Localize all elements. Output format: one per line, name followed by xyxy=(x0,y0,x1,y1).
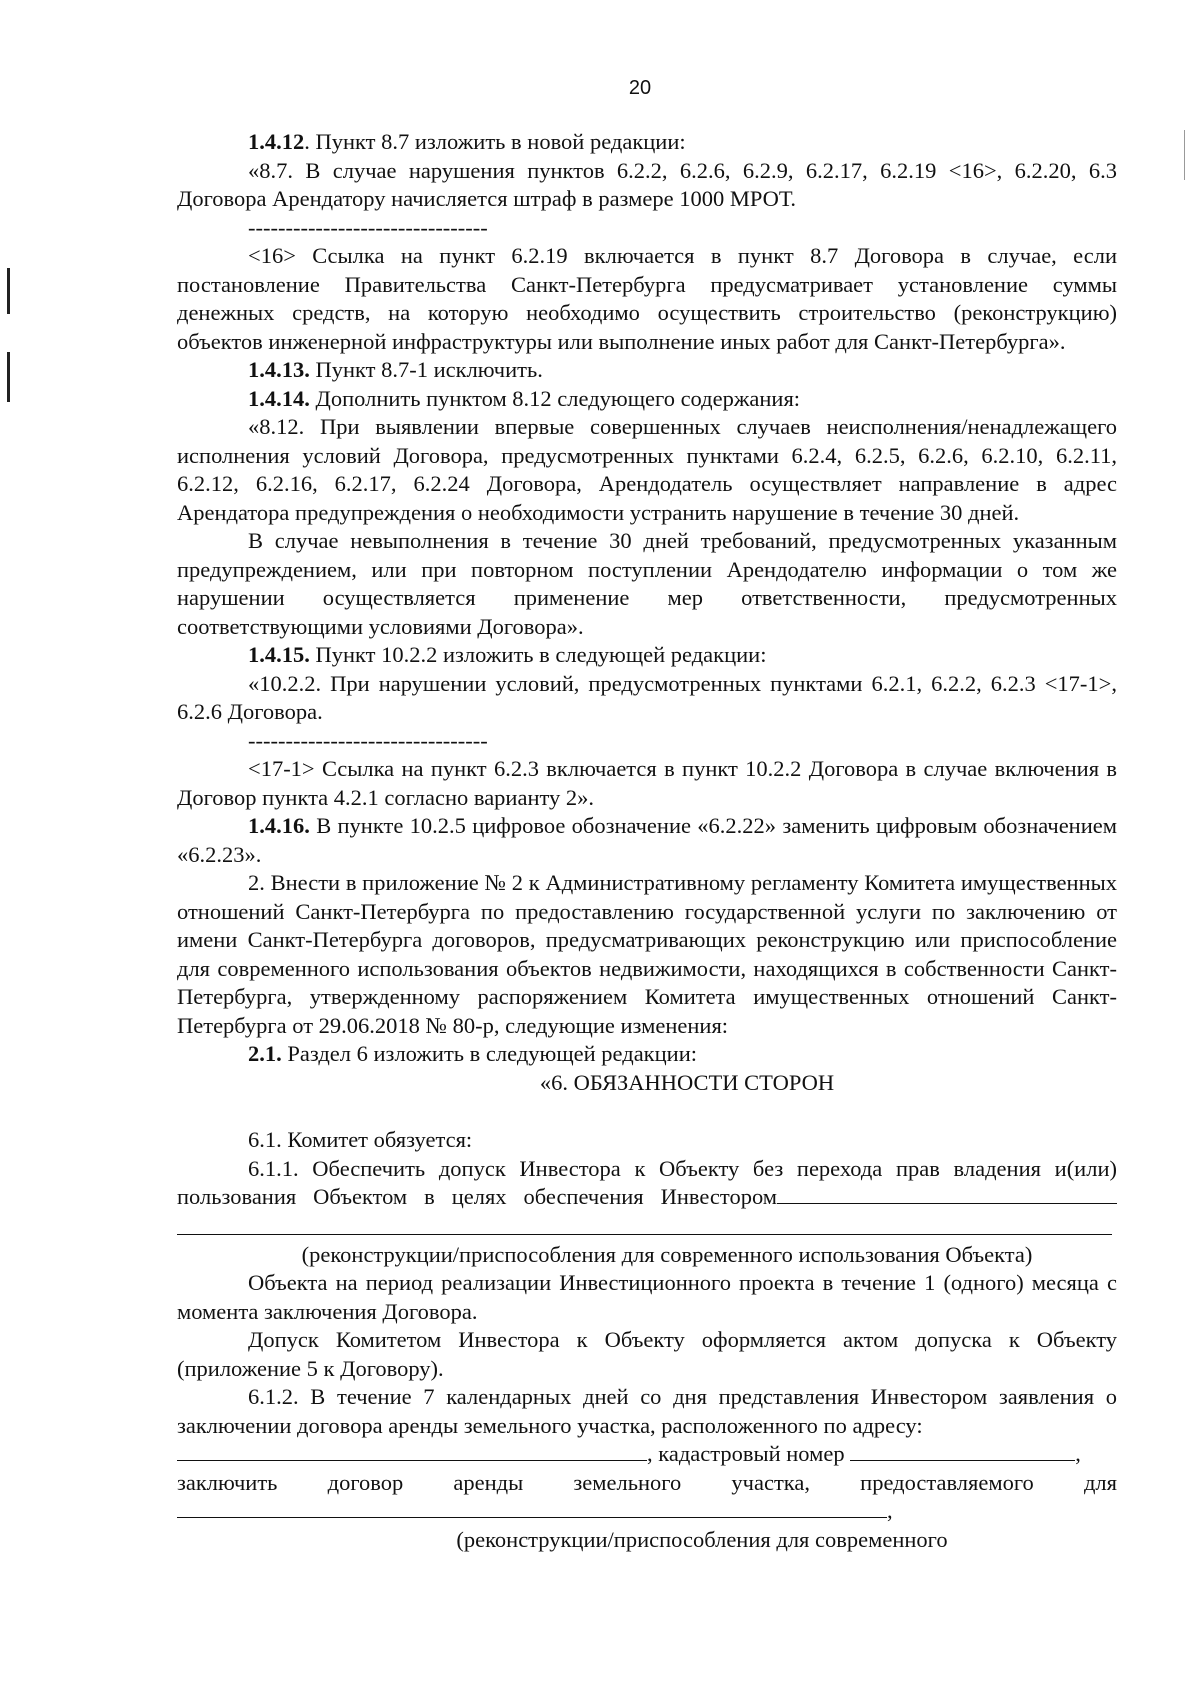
footnote-separator: -------------------------------- xyxy=(248,727,488,753)
paragraph: 2.1. Раздел 6 изложить в следующей редакции: xyxy=(248,1041,697,1066)
scan-margin-mark xyxy=(1184,130,1185,180)
section-heading: «6. ОБЯЗАННОСТИ СТОРОН xyxy=(539,1069,835,1095)
fill-in-blank[interactable] xyxy=(177,1440,647,1461)
paragraph: , xyxy=(177,1497,1117,1526)
paragraph: 6.1.2. В течение 7 календарных дней со дня представления Инвестором заявления о заключении договора аренды земельного участка, расположенного по адресу: xyxy=(177,1384,1117,1438)
paragraph: В случае невыполнения в течение 30 дней требований, предусмотренных указанным предупреждением, или при повторном поступлении Арендодателю информации о том же нарушении осуществляется применение мер ответственности, предусмотренных соответствующими условиями Договора». xyxy=(177,528,1117,639)
footnote-separator: -------------------------------- xyxy=(248,214,488,240)
footnote: <17-1> Ссылка на пункт 6.2.3 включается в пункт 10.2.2 Договора в случае включения в Договор пункта 4.2.1 согласно варианту 2». xyxy=(177,756,1117,810)
spacer xyxy=(177,1097,1117,1126)
paragraph: заключить договор аренды земельного участка, предоставляемого для xyxy=(177,1469,1117,1495)
blank-caption: (реконструкции/приспособления для современного xyxy=(456,1526,948,1552)
paragraph: 1.4.15. Пункт 10.2.2 изложить в следующей редакции: xyxy=(248,642,767,667)
paragraph: Объекта на период реализации Инвестиционного проекта в течение 1 (одного) месяца с момента заключения Договора. xyxy=(177,1270,1117,1324)
blank-caption: (реконструкции/приспособления для современного использования Объекта) xyxy=(301,1241,1033,1267)
clause-number: 1.4.12 xyxy=(248,129,305,154)
clause-number: 1.4.14. xyxy=(248,385,310,411)
fill-in-blank[interactable] xyxy=(850,1440,1075,1461)
clause-number: 1.4.13. xyxy=(248,357,310,382)
paragraph: «10.2.2. При нарушении условий, предусмотренных пунктами 6.2.1, 6.2.2, 6.2.3 <17-1>, 6.2.6 Договора. xyxy=(177,670,1117,724)
clause-number: 2 xyxy=(248,870,260,895)
footnote: <16> Ссылка на пункт 6.2.19 включается в пункт 8.7 Договора в случае, если постановление Правительства Санкт-Петербурга предусматривает установление суммы денежных средств, на которую необходимо осуществить строительство (реконструкцию) объектов инженерной инфраструктуры или выполнение иных работ для Санкт-Петербурга». xyxy=(177,243,1117,354)
paragraph: «8.7. В случае нарушения пунктов 6.2.2, 6.2.6, 6.2.9, 6.2.17, 6.2.19 <16>, 6.2.20, 6.3 Договора Арендатору начисляется штраф в размере 1000 МРОТ. xyxy=(177,157,1117,211)
clause-number: 2.1. xyxy=(248,1041,282,1066)
paragraph: «8.12. При выявлении впервые совершенных случаев неисполнения/ненадлежащего исполнения условий Договора, предусмотренных пунктами 6.2.4, 6.2.5, 6.2.6, 6.2.10, 6.2.11, 6.2.12, 6.2.16, 6.2.17, 6.2.24 Договора, Арендодатель осуществляет направление в адрес Арендатора предупреждения о необходимости устранить нарушение в течение 30 дней. xyxy=(177,414,1117,525)
document-body xyxy=(177,128,1117,1554)
scan-margin-mark xyxy=(7,352,10,402)
fill-in-blank[interactable] xyxy=(777,1183,1117,1204)
paragraph: 1.4.16. В пункте 10.2.5 цифровое обозначение «6.2.22» заменить цифровым обозначением «6.2.23». xyxy=(177,813,1117,867)
paragraph: 6.1.1. Обеспечить допуск Инвестора к Объекту без перехода прав владения и(или) пользования Объектом в целях обеспечения Инвестором xyxy=(177,1155,1117,1209)
paragraph: 2. Внести в приложение № 2 к Административному регламенту Комитета имущественных отношений Санкт-Петербурга по предоставлению государственной услуги по заключению от имени Санкт-Петербурга договоров, предусматривающих реконструкцию или приспособление для современного использования объектов недвижимости, находящихся в собственности Санкт-Петербурга, утвержденному распоряжением Комитета имущественных отношений Санкт-Петербурга от 29.06.2018 № 80-р, следующие изменения: xyxy=(177,870,1117,1038)
paragraph: 1.4.13. Пункт 8.7-1 исключить. xyxy=(248,357,543,382)
fill-in-blank[interactable] xyxy=(177,1497,887,1518)
paragraph: Допуск Комитетом Инвестора к Объекту оформляется актом допуска к Объекту (приложение 5 к Договору). xyxy=(177,1327,1117,1381)
clause-number: 1.4.15. xyxy=(248,642,310,667)
fill-in-blank[interactable] xyxy=(177,1212,1112,1235)
paragraph: 1.4.14. Дополнить пунктом 8.12 следующего содержания: xyxy=(248,385,801,411)
clause-number: 1.4.16. xyxy=(248,813,310,838)
paragraph: , кадастровый номер , xyxy=(177,1440,1117,1469)
page-number: 20 xyxy=(628,77,652,99)
paragraph: 6.1. Комитет обязуется: xyxy=(248,1127,473,1152)
paragraph: 1.4.12. Пункт 8.7 изложить в новой редакции: xyxy=(248,129,686,154)
scan-margin-mark xyxy=(7,268,10,314)
